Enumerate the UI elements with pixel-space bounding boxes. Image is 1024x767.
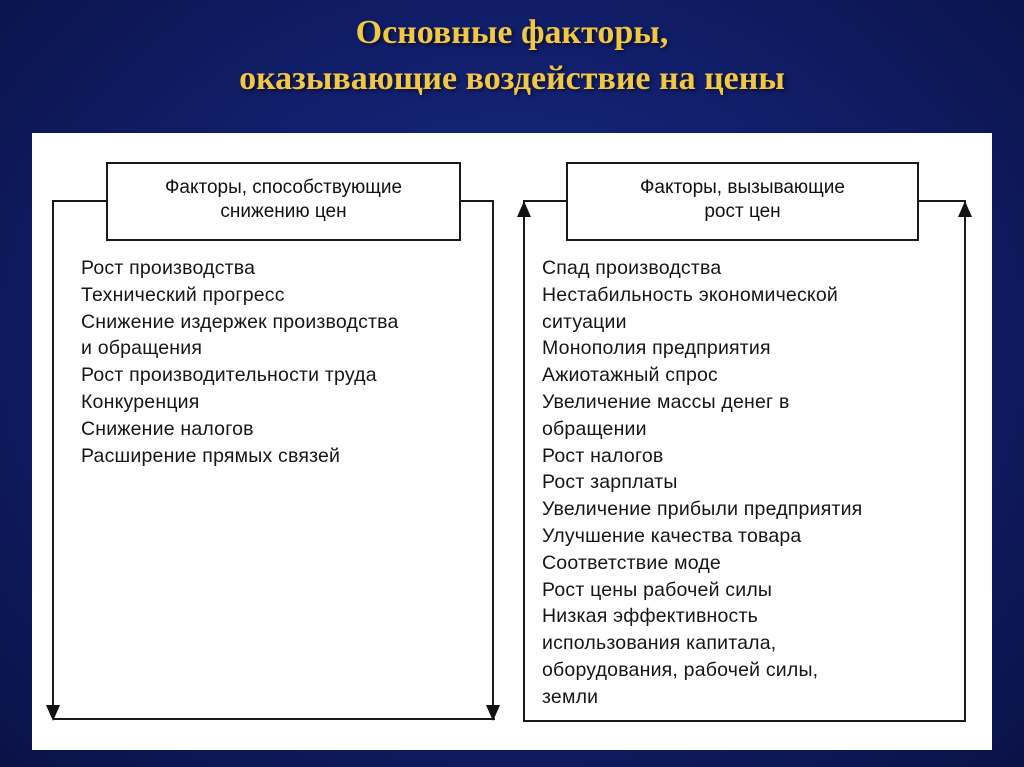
list-item: Увеличение массы денег в: [542, 390, 790, 413]
list-item: Рост зарплаты: [542, 471, 678, 494]
list-item: использования капитала,: [542, 632, 777, 655]
left-header: [107, 176, 460, 224]
list-item: Снижение налогов: [81, 417, 254, 440]
list-item: Низкая эффективность: [542, 605, 758, 628]
right-factor-list: [542, 255, 862, 711]
list-item: оборудования, рабочей силы,: [542, 658, 819, 681]
list-item: Расширение прямых связей: [81, 444, 341, 467]
list-item: Ажиотажный спрос: [542, 364, 719, 387]
left-header-line-1: Факторы, способствующие: [164, 177, 403, 198]
slide-title: [0, 10, 1024, 102]
list-item: Соответствие моде: [542, 551, 721, 574]
list-item: Монополия предприятия: [542, 337, 771, 360]
list-item: Рост производства: [81, 257, 256, 279]
left-factor-list: [81, 255, 399, 469]
list-item: земли: [542, 685, 599, 708]
list-item: Снижение издержек производства: [81, 310, 399, 333]
right-arrow-up-right: [958, 201, 972, 217]
list-item: обращении: [542, 417, 647, 440]
list-item: Улучшение качества товара: [542, 524, 802, 547]
list-item: Технический прогресс: [81, 283, 285, 306]
list-item: Рост производительности труда: [81, 364, 377, 387]
list-item: и обращения: [81, 337, 203, 360]
right-header-line-2: рост цен: [704, 201, 781, 222]
list-item: Рост налогов: [542, 444, 664, 467]
list-item: Спад производства: [542, 257, 722, 279]
list-item: Увеличение прибыли предприятия: [542, 498, 863, 521]
list-item: Рост цены рабочей силы: [542, 578, 773, 601]
list-item: ситуации: [542, 310, 627, 333]
right-arrow-up-left: [517, 201, 531, 217]
right-header-line-1: Факторы, вызывающие: [639, 177, 845, 198]
diagram-panel: [32, 133, 992, 750]
list-item: Нестабильность экономической: [542, 283, 839, 306]
left-header-line-2: снижению цен: [220, 201, 347, 222]
title-line-1: Основные факторы,: [355, 14, 669, 51]
right-header: [567, 176, 918, 224]
title-line-2: оказывающие воздействие на цены: [239, 60, 785, 97]
list-item: Конкуренция: [81, 390, 200, 413]
